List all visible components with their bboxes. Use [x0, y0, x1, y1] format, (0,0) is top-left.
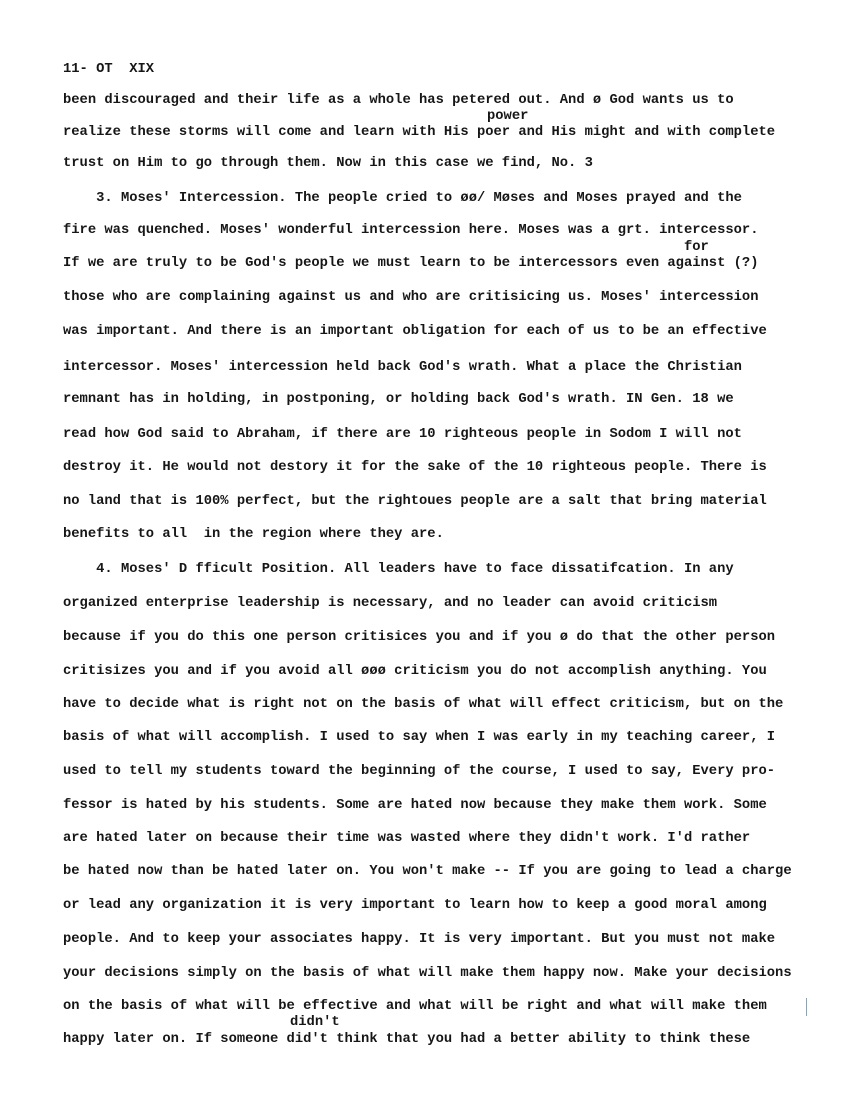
text-line: people. And to keep your associates happy. It is very important. But you must not make	[63, 932, 776, 947]
text-line: read how God said to Abraham, if there are 10 righteous people in Sodom I will not	[63, 427, 742, 442]
text-line: If we are truly to be God's people we must learn to be intercessors even against (?)	[63, 256, 759, 271]
text-line: critisizes you and if you avoid all øøø criticism you do not accomplish anything. You	[63, 664, 767, 679]
text-line: was important. And there is an important obligation for each of us to be an effective	[63, 324, 767, 339]
section-heading-line: 3. Moses' Intercession. The people cried to øø/ Møses and Moses prayed and the	[63, 191, 742, 206]
text-line: your decisions simply on the basis of what will make them happy now. Make your decisions	[63, 966, 792, 981]
text-line: no land that is 100% perfect, but the rightoues people are a salt that bring material	[63, 494, 767, 509]
text-line: been discouraged and their life as a whole has petered out. And ø God wants us to	[63, 93, 734, 108]
text-line: have to decide what is right not on the basis of what will effect criticism, but on the	[63, 697, 784, 712]
text-line: realize these storms will come and learn with His poer and His might and with complete	[63, 125, 776, 140]
page-header: 11- OT XIX	[63, 62, 155, 77]
interlinear-insertion: power	[487, 109, 529, 124]
text-line: or lead any organization it is very important to learn how to keep a good moral among	[63, 898, 767, 913]
text-line: fessor is hated by his students. Some are hated now because they make them work. Some	[63, 798, 767, 813]
section-heading-line: 4. Moses' D fficult Position. All leaders have to face dissatifcation. In any	[63, 562, 734, 577]
text-line: organized enterprise leadership is necessary, and no leader can avoid criticism	[63, 596, 718, 611]
text-line: are hated later on because their time was wasted where they didn't work. I'd rather	[63, 831, 751, 846]
text-line: those who are complaining against us and who are critisicing us. Moses' intercession	[63, 290, 759, 305]
text-line: destroy it. He would not destory it for the sake of the 10 righteous people. There is	[63, 460, 767, 475]
text-line: basis of what will accomplish. I used to say when I was early in my teaching career, I	[63, 730, 776, 745]
text-line: because if you do this one person critisices you and if you ø do that the other person	[63, 630, 776, 645]
text-line: on the basis of what will be effective and what will be right and what will make them	[63, 999, 767, 1014]
interlinear-insertion: for	[684, 240, 709, 255]
interlinear-insertion: didn't	[290, 1015, 340, 1030]
text-line: benefits to all in the region where they are.	[63, 527, 444, 542]
text-line: fire was quenched. Moses' wonderful intercession here. Moses was a grt. intercessor.	[63, 223, 759, 238]
text-line: remnant has in holding, in postponing, or holding back God's wrath. IN Gen. 18 we	[63, 392, 734, 407]
text-line: trust on Him to go through them. Now in this case we find, No. 3	[63, 156, 593, 171]
margin-mark	[806, 998, 807, 1016]
text-line: intercessor. Moses' intercession held back God's wrath. What a place the Christian	[63, 360, 742, 375]
text-line: happy later on. If someone did't think that you had a better ability to think these	[63, 1032, 751, 1047]
text-line: be hated now than be hated later on. You won't make -- If you are going to lead a charge	[63, 864, 792, 879]
text-line: used to tell my students toward the beginning of the course, I used to say, Every pro-	[63, 764, 776, 779]
